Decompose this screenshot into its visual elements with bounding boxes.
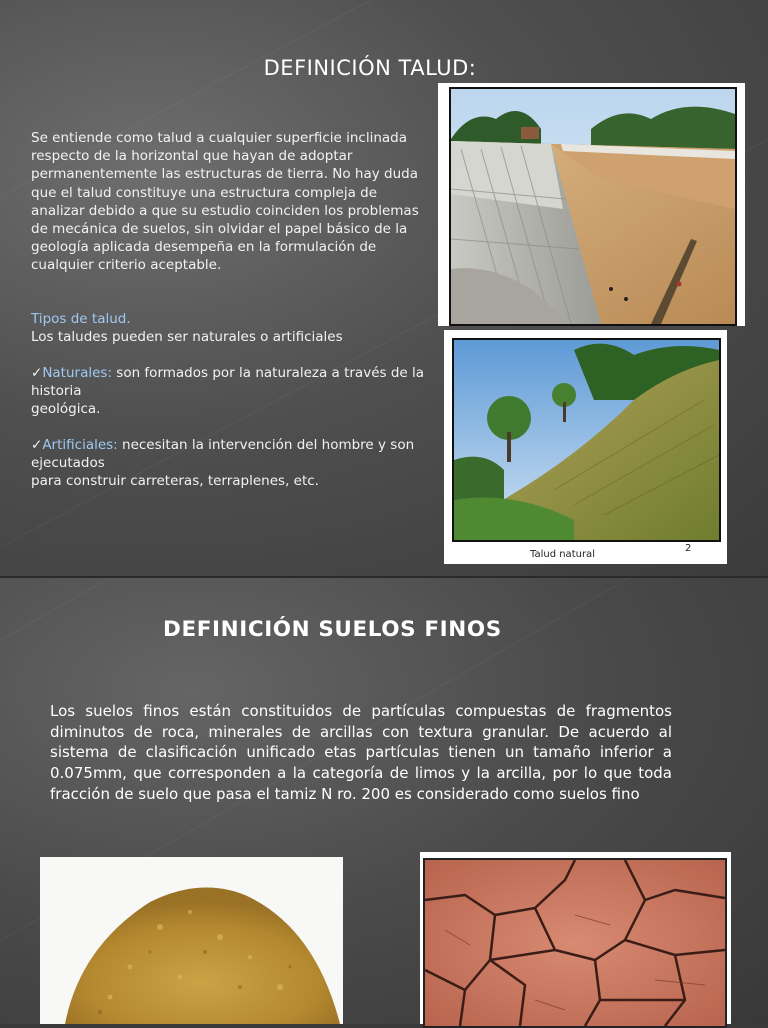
photo-artificial-slope-frame [438,83,745,326]
types-block [31,310,431,346]
artificiales-text: necesitan la intervención del hombre y son ejecutados [31,437,415,472]
naturales-text-2: geológica. [31,401,101,418]
types-text: Los taludes pueden ser naturales o artificiales [31,329,343,346]
photo-artificial-slope [449,87,737,326]
artificiales-text-2: para construir carreteras, terraplenes, etc. [31,473,319,490]
check-icon: ✓ [31,437,43,453]
photo-cracked-clay-frame [420,852,731,1024]
artificiales-block [31,436,431,491]
types-heading: Tipos de talud. [31,311,131,327]
slide-title-2: DEFINICIÓN SUELOS FINOS [163,617,502,642]
photo-number: 2 [685,543,692,554]
photo-natural-slope-frame [444,330,727,564]
definition-paragraph: Se entiende como talud a cualquier superficie inclinada respecto de la horizontal que hayan de adoptar permanentemente las estructuras de tierra. No hay duda que el talud constituye una estructura compleja de analizar debido a que su estudio coinciden los problemas de mecánica de suelos, sin olvidar el papel básico de la geología aplicada desempeña en la formulación de cualquier criterio aceptable. [31,130,419,274]
fine-soils-paragraph: Los suelos finos están constituidos de partículas compuestas de fragmentos diminutos de roca, minerales de arcillas con textura granular. De acuerdo al sistema de clasificación unificado etas partículas tienen un tamaño inferior a 0.075mm, que corresponden a la categoría de limos y la arcilla, por lo que toda fracción de suelo que pasa el tamiz N ro. 200 es considerado como suelos fino [50,702,672,803]
naturales-text: son formados por la naturaleza a través de la historia [31,365,425,400]
photo-natural-slope [452,338,721,542]
photo-caption: Talud natural [530,549,595,560]
naturales-block [31,364,431,419]
natural-slope-image [454,340,719,540]
naturales-label: Naturales: [42,365,112,381]
photo-soil-powder [40,857,343,1024]
check-icon: ✓ [31,365,43,381]
slide-title: DEFINICIÓN TALUD: [263,56,477,80]
cracked-clay-image [425,860,725,1026]
excavation-image [451,89,735,324]
soil-powder-image [40,857,343,1024]
photo-cracked-clay [423,858,727,1028]
artificiales-label: Artificiales: [42,437,118,453]
